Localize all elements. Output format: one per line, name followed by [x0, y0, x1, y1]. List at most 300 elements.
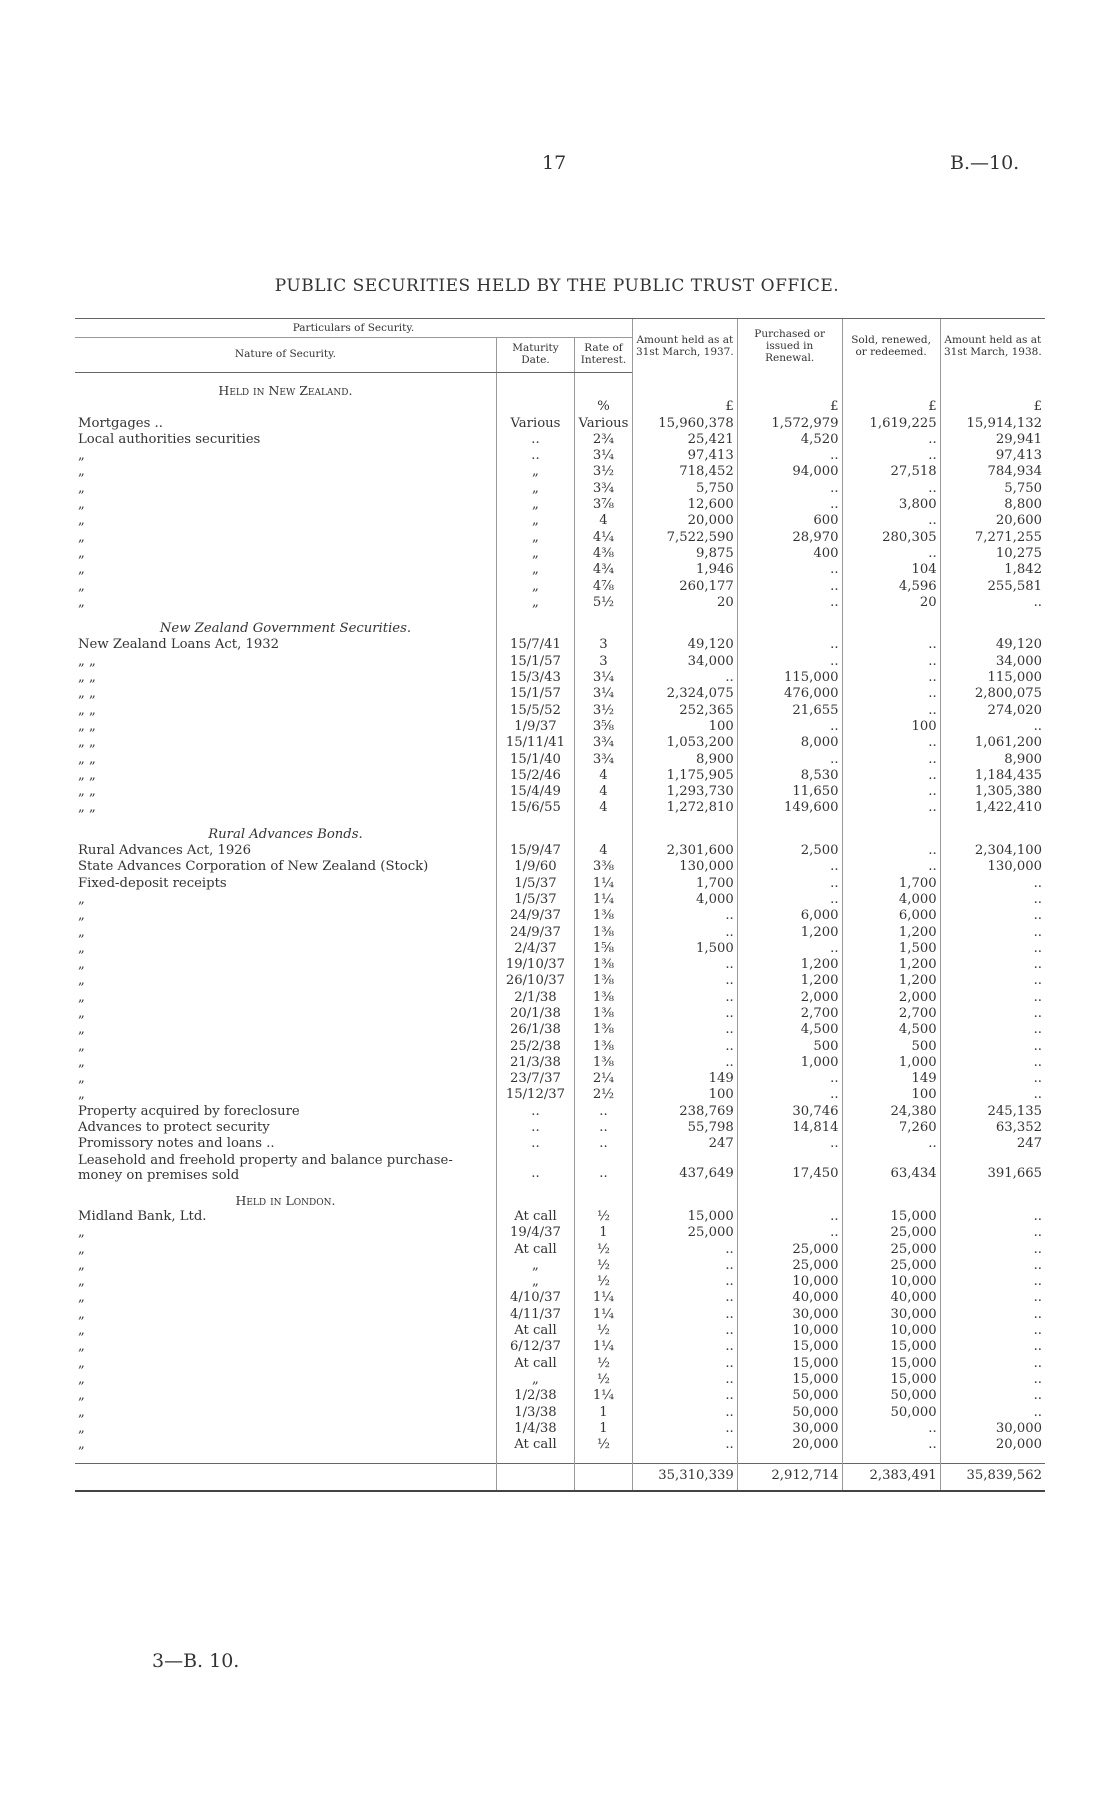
cell-sold: 50,000	[842, 1405, 940, 1421]
cell-maturity-date: 1/9/37	[496, 719, 574, 735]
cell-amount-1938: 1,305,380	[940, 784, 1045, 800]
cell-nature: Midland Bank, Ltd.	[78, 1208, 207, 1224]
cell-maturity-date: At call	[496, 1242, 574, 1258]
cell-purchased: ..	[737, 941, 842, 957]
table-row	[75, 908, 1045, 924]
cell-amount-1938: 255,581	[940, 579, 1045, 595]
cell-rate: 1¼	[574, 1307, 632, 1323]
cell-rate: ½	[574, 1437, 632, 1453]
table-row	[75, 530, 1045, 546]
table-row	[75, 941, 1045, 957]
cell-sold: ..	[842, 546, 940, 562]
cell-rate: 4¼	[574, 530, 632, 546]
cell-maturity-date	[496, 399, 574, 415]
cell-sold: 24,380	[842, 1104, 940, 1120]
cell-amount-1938: ..	[940, 876, 1045, 892]
cell-maturity-date: ..	[496, 448, 574, 464]
cell-rate: 3	[574, 654, 632, 670]
table-row	[75, 1258, 1045, 1274]
cell-maturity-date: 15/9/47	[496, 843, 574, 859]
table-row	[75, 546, 1045, 562]
cell-amount-1937: 100	[632, 719, 737, 735]
table-row	[75, 735, 1045, 751]
cell-maturity-date: 15/6/55	[496, 800, 574, 816]
cell-rate: 1¼	[574, 1290, 632, 1306]
cell-nature: Leasehold and freehold property and balance purchase-money on premises sold	[78, 1152, 453, 1183]
cell-purchased: 1,200	[737, 925, 842, 941]
cell-maturity-date: 26/10/37	[496, 973, 574, 989]
cell-amount-1937: 9,875	[632, 546, 737, 562]
cell-sold: 100	[842, 719, 940, 735]
cell-maturity-date: „	[496, 546, 574, 562]
cell-sold: 63,434	[842, 1153, 940, 1183]
cell-sold: 25,000	[842, 1225, 940, 1241]
cell-rate: 1⅜	[574, 990, 632, 1006]
spacer-row	[75, 1453, 1045, 1464]
cell-rate: 1	[574, 1225, 632, 1241]
cell-maturity-date: 20/1/38	[496, 1006, 574, 1022]
table-row	[75, 973, 1045, 989]
cell-maturity-date: 4/11/37	[496, 1307, 574, 1323]
cell-rate: 2¼	[574, 1071, 632, 1087]
cell-amount-1937: 15,960,378	[632, 416, 737, 432]
cell-sold: ..	[842, 703, 940, 719]
cell-rate: 1¼	[574, 892, 632, 908]
cell-amount-1938: ..	[940, 1087, 1045, 1103]
cell-maturity-date: ..	[496, 1136, 574, 1152]
cell-amount-1938: ..	[940, 595, 1045, 611]
cell-nature: „	[78, 1274, 85, 1290]
cell-purchased: 17,450	[737, 1153, 842, 1183]
cell-purchased: 1,200	[737, 973, 842, 989]
cell-nature: „ „	[78, 718, 96, 734]
securities-table	[75, 318, 1045, 1492]
table-row	[75, 752, 1045, 768]
table-row	[75, 1437, 1045, 1453]
cell-purchased: ..	[737, 1087, 842, 1103]
heading-text: New Zealand Government Securities.	[159, 621, 412, 637]
cell-rate: 1¼	[574, 1339, 632, 1355]
cell-sold: ..	[842, 735, 940, 751]
cell-sold: ..	[842, 654, 940, 670]
cell-amount-1938: £	[940, 399, 1045, 415]
table-row	[75, 1290, 1045, 1306]
table-row	[75, 1039, 1045, 1055]
cell-amount-1937: 49,120	[632, 637, 737, 653]
cell-nature: „	[78, 1087, 85, 1103]
cell-purchased: ..	[737, 562, 842, 578]
table-row	[75, 1339, 1045, 1355]
cell-amount-1938: ..	[940, 908, 1045, 924]
cell-nature: „	[78, 448, 85, 464]
cell-amount-1937: 2,301,600	[632, 843, 737, 859]
cell-sold: 10,000	[842, 1274, 940, 1290]
table-row	[75, 1372, 1045, 1388]
cell-amount-1937: ..	[632, 990, 737, 1006]
cell-purchased: 115,000	[737, 670, 842, 686]
cell-rate: %	[574, 399, 632, 415]
cell-sold: ..	[842, 784, 940, 800]
cell-amount-1938: 784,934	[940, 464, 1045, 480]
cell-rate: 4	[574, 800, 632, 816]
cell-amount-1938: ..	[940, 925, 1045, 941]
cell-purchased: ..	[737, 637, 842, 653]
cell-amount-1937: 252,365	[632, 703, 737, 719]
cell-purchased: 20,000	[737, 1437, 842, 1453]
cell-nature: New Zealand Loans Act, 1932	[78, 637, 280, 653]
spacer-row	[75, 817, 1045, 827]
cell-nature: „	[78, 497, 85, 513]
cell-rate: 1⅝	[574, 941, 632, 957]
cell-rate: ½	[574, 1242, 632, 1258]
cell-purchased: 11,650	[737, 784, 842, 800]
cell-rate: ..	[574, 1153, 632, 1183]
cell-amount-1937: 1,700	[632, 876, 737, 892]
table-row	[75, 1388, 1045, 1404]
cell-sold: 1,200	[842, 973, 940, 989]
cell-amount-1938: ..	[940, 990, 1045, 1006]
cell-purchased: 10,000	[737, 1274, 842, 1290]
cell-nature: „	[78, 989, 85, 1005]
cell-purchased: 4,520	[737, 432, 842, 448]
header-sold: Sold, renewed, or redeemed.	[842, 319, 940, 373]
cell-maturity-date: 15/1/57	[496, 654, 574, 670]
cell-amount-1937: ..	[632, 1323, 737, 1339]
cell-purchased: 50,000	[737, 1405, 842, 1421]
cell-amount-1937: 1,500	[632, 941, 737, 957]
header-particulars: Particulars of Security.	[75, 319, 632, 338]
cell-nature: „	[78, 1371, 85, 1387]
cell-amount-1937: 100	[632, 1087, 737, 1103]
cell-purchased: ..	[737, 579, 842, 595]
cell-amount-1937: 20	[632, 595, 737, 611]
section-heading	[75, 383, 1045, 399]
table-row	[75, 1071, 1045, 1087]
cell-purchased: ..	[737, 876, 842, 892]
cell-purchased: 28,970	[737, 530, 842, 546]
cell-purchased: 25,000	[737, 1242, 842, 1258]
table-row	[75, 595, 1045, 611]
cell-sold: ..	[842, 448, 940, 464]
footer-reference: 3—B. 10.	[152, 1650, 240, 1672]
cell-nature: „	[78, 1339, 85, 1355]
cell-amount-1937: ..	[632, 1039, 737, 1055]
cell-maturity-date: 19/4/37	[496, 1225, 574, 1241]
cell-sold: 30,000	[842, 1307, 940, 1323]
cell-amount-1937: 15,000	[632, 1209, 737, 1225]
cell-purchased: 30,746	[737, 1104, 842, 1120]
cell-purchased: 149,600	[737, 800, 842, 816]
table-row	[75, 768, 1045, 784]
cell-amount-1938: 97,413	[940, 448, 1045, 464]
cell-sold: 3,800	[842, 497, 940, 513]
cell-amount-1938: ..	[940, 1405, 1045, 1421]
cell-amount-1937: 25,421	[632, 432, 737, 448]
cell-nature: Local authorities securities	[78, 431, 261, 447]
cell-maturity-date: „	[496, 497, 574, 513]
cell-nature: „ „	[78, 767, 96, 783]
cell-nature: „	[78, 513, 85, 529]
cell-maturity-date: 15/1/40	[496, 752, 574, 768]
cell-sold: ..	[842, 752, 940, 768]
cell-amount-1937: ..	[632, 1242, 737, 1258]
cell-nature: Advances to protect security	[78, 1120, 270, 1136]
cell-rate: 3	[574, 637, 632, 653]
cell-sold: 4,596	[842, 579, 940, 595]
cell-maturity-date: 6/12/37	[496, 1339, 574, 1355]
table-row	[75, 990, 1045, 1006]
cell-nature: „	[78, 924, 85, 940]
cell-amount-1938: 247	[940, 1136, 1045, 1152]
cell-rate: ½	[574, 1356, 632, 1372]
cell-amount-1937: ..	[632, 957, 737, 973]
cell-sold: 25,000	[842, 1242, 940, 1258]
cell-amount-1937: 34,000	[632, 654, 737, 670]
cell-purchased: 1,000	[737, 1055, 842, 1071]
cell-nature: „	[78, 1005, 85, 1021]
cell-amount-1938: 63,352	[940, 1120, 1045, 1136]
table-row	[75, 1274, 1045, 1290]
header-rate: Rate of Interest.	[574, 338, 632, 373]
cell-sold: ..	[842, 513, 940, 529]
cell-rate: 4	[574, 513, 632, 529]
header-held-1938: Amount held as at 31st March, 1938.	[940, 319, 1045, 373]
table-row	[75, 1242, 1045, 1258]
cell-maturity-date: 1/5/37	[496, 876, 574, 892]
cell-nature: Mortgages ..	[78, 415, 163, 431]
cell-rate: 1¼	[574, 1388, 632, 1404]
table-row	[75, 925, 1045, 941]
table-row	[75, 1153, 1045, 1183]
table-row	[75, 1405, 1045, 1421]
cell-rate: ..	[574, 1104, 632, 1120]
cell-nature: „	[78, 578, 85, 594]
cell-sold: ..	[842, 859, 940, 875]
cell-amount-1938: 5,750	[940, 481, 1045, 497]
cell-amount-1937: £	[632, 399, 737, 415]
cell-sold: 20	[842, 595, 940, 611]
cell-rate: 2¾	[574, 432, 632, 448]
table-row	[75, 464, 1045, 480]
cell-amount-1937: ..	[632, 1437, 737, 1453]
cell-amount-1937: 55,798	[632, 1120, 737, 1136]
cell-amount-1938: ..	[940, 973, 1045, 989]
cell-maturity-date: 19/10/37	[496, 957, 574, 973]
cell-amount-1938: ..	[940, 892, 1045, 908]
cell-maturity-date: 15/7/41	[496, 637, 574, 653]
cell-sold: ..	[842, 1136, 940, 1152]
cell-purchased: 21,655	[737, 703, 842, 719]
header-nature: Nature of Security.	[75, 338, 496, 373]
cell-amount-1938: ..	[940, 1006, 1045, 1022]
table-row	[75, 1006, 1045, 1022]
cell-purchased: 500	[737, 1039, 842, 1055]
cell-nature: „	[78, 1038, 85, 1054]
spacer-row	[75, 373, 1045, 384]
cell-maturity-date: „	[496, 595, 574, 611]
cell-sold: ..	[842, 800, 940, 816]
table-row	[75, 703, 1045, 719]
cell-purchased: 4,500	[737, 1022, 842, 1038]
table-row	[75, 1104, 1045, 1120]
cell-nature: „ „	[78, 751, 96, 767]
cell-purchased: 400	[737, 546, 842, 562]
cell-amount-1937: 1,272,810	[632, 800, 737, 816]
cell-maturity-date: „	[496, 481, 574, 497]
cell-amount-1937: 437,649	[632, 1153, 737, 1183]
cell-maturity-date: „	[496, 530, 574, 546]
cell-amount-1938: 2,304,100	[940, 843, 1045, 859]
cell-maturity-date: „	[496, 1372, 574, 1388]
cell-amount-1938: 29,941	[940, 432, 1045, 448]
cell-amount-1938: ..	[940, 1307, 1045, 1323]
cell-sold: 15,000	[842, 1356, 940, 1372]
cell-amount-1937: ..	[632, 1405, 737, 1421]
cell-amount-1937: ..	[632, 908, 737, 924]
cell-amount-1937: ..	[632, 925, 737, 941]
cell-amount-1937: ..	[632, 1055, 737, 1071]
cell-amount-1937: 238,769	[632, 1104, 737, 1120]
cell-maturity-date: At call	[496, 1209, 574, 1225]
cell-nature: „	[78, 1290, 85, 1306]
cell-maturity-date: 15/5/52	[496, 703, 574, 719]
cell-rate: 5½	[574, 595, 632, 611]
table-row	[75, 1055, 1045, 1071]
cell-nature: „	[78, 1054, 85, 1070]
cell-sold: 280,305	[842, 530, 940, 546]
cell-purchased: ..	[737, 892, 842, 908]
cell-nature: „	[78, 1257, 85, 1273]
cell-rate: 1⅜	[574, 973, 632, 989]
cell-nature: „	[78, 891, 85, 907]
page-title: PUBLIC SECURITIES HELD BY THE PUBLIC TRUST OFFICE.	[274, 276, 840, 296]
cell-nature	[75, 399, 496, 415]
cell-nature: „	[78, 1022, 85, 1038]
cell-rate	[574, 1464, 632, 1491]
cell-amount-1937: 247	[632, 1136, 737, 1152]
section-heading	[75, 1193, 1045, 1209]
cell-rate: 1⅜	[574, 957, 632, 973]
cell-purchased: 15,000	[737, 1339, 842, 1355]
cell-maturity-date: 1/5/37	[496, 892, 574, 908]
cell-amount-1938: ..	[940, 1274, 1045, 1290]
cell-maturity-date: 21/3/38	[496, 1055, 574, 1071]
cell-amount-1938: ..	[940, 941, 1045, 957]
heading-text: Rural Advances Bonds.	[208, 826, 363, 842]
cell-purchased: ..	[737, 654, 842, 670]
table-row	[75, 686, 1045, 702]
cell-amount-1937: ..	[632, 973, 737, 989]
table-row	[75, 579, 1045, 595]
total-row	[75, 1464, 1045, 1491]
units-row	[75, 399, 1045, 415]
cell-amount-1938: 1,842	[940, 562, 1045, 578]
table-row	[75, 1421, 1045, 1437]
cell-sold: ..	[842, 768, 940, 784]
table-row	[75, 670, 1045, 686]
cell-sold: 4,500	[842, 1022, 940, 1038]
cell-amount-1937: 1,175,905	[632, 768, 737, 784]
table-row	[75, 562, 1045, 578]
cell-nature: Promissory notes and loans ..	[78, 1136, 275, 1152]
cell-maturity-date: 1/3/38	[496, 1405, 574, 1421]
table-body	[75, 373, 1045, 1491]
cell-maturity-date: 15/11/41	[496, 735, 574, 751]
cell-amount-1938: 1,061,200	[940, 735, 1045, 751]
cell-rate: 3¼	[574, 670, 632, 686]
cell-nature: „ „	[78, 702, 96, 718]
cell-nature: „ „	[78, 784, 96, 800]
cell-nature: Fixed-deposit receipts	[78, 875, 227, 891]
table-row	[75, 784, 1045, 800]
cell-amount-1937: ..	[632, 1339, 737, 1355]
cell-amount-1937: ..	[632, 1307, 737, 1323]
cell-sold: 1,200	[842, 957, 940, 973]
cell-nature: Rural Advances Act, 1926	[78, 843, 252, 859]
cell-maturity-date: At call	[496, 1356, 574, 1372]
cell-amount-1938: ..	[940, 1055, 1045, 1071]
cell-purchased: 600	[737, 513, 842, 529]
cell-amount-1937: 130,000	[632, 859, 737, 875]
table-row	[75, 416, 1045, 432]
cell-amount-1938: 391,665	[940, 1153, 1045, 1183]
cell-sold: 1,619,225	[842, 416, 940, 432]
cell-amount-1937: 20,000	[632, 513, 737, 529]
cell-purchased: ..	[737, 481, 842, 497]
cell-sold: 40,000	[842, 1290, 940, 1306]
cell-nature: „	[78, 1225, 85, 1241]
cell-amount-1937: 1,053,200	[632, 735, 737, 751]
cell-purchased: 14,814	[737, 1120, 842, 1136]
cell-nature: „ „	[78, 686, 96, 702]
cell-purchased: 2,000	[737, 990, 842, 1006]
cell-purchased: ..	[737, 497, 842, 513]
cell-maturity-date: ..	[496, 1120, 574, 1136]
cell-maturity-date: „	[496, 579, 574, 595]
header-maturity: Maturity Date.	[496, 338, 574, 373]
table-row	[75, 1120, 1045, 1136]
cell-maturity-date: 15/1/57	[496, 686, 574, 702]
cell-amount-1938: 2,800,075	[940, 686, 1045, 702]
cell-sold: 50,000	[842, 1388, 940, 1404]
page-number: 17	[542, 152, 567, 174]
cell-purchased: 25,000	[737, 1258, 842, 1274]
cell-rate: 3¼	[574, 448, 632, 464]
cell-sold: ..	[842, 843, 940, 859]
cell-amount-1938: 20,000	[940, 1437, 1045, 1453]
cell-amount-1938: ..	[940, 1323, 1045, 1339]
table-row	[75, 800, 1045, 816]
cell-purchased: 2,912,714	[737, 1464, 842, 1491]
cell-nature: „	[78, 1355, 85, 1371]
cell-maturity-date: At call	[496, 1323, 574, 1339]
cell-amount-1938: ..	[940, 719, 1045, 735]
cell-amount-1938: ..	[940, 1022, 1045, 1038]
cell-rate: Various	[574, 416, 632, 432]
cell-rate: 3½	[574, 703, 632, 719]
cell-maturity-date: 25/2/38	[496, 1039, 574, 1055]
cell-amount-1938: ..	[940, 1290, 1045, 1306]
cell-sold: 2,700	[842, 1006, 940, 1022]
cell-nature: „ „	[78, 670, 96, 686]
cell-rate: 3½	[574, 464, 632, 480]
cell-sold: 15,000	[842, 1372, 940, 1388]
table-row	[75, 1356, 1045, 1372]
table-row	[75, 1225, 1045, 1241]
heading-text: Held in New Zealand.	[218, 383, 353, 398]
cell-maturity-date: 23/7/37	[496, 1071, 574, 1087]
table-row	[75, 892, 1045, 908]
